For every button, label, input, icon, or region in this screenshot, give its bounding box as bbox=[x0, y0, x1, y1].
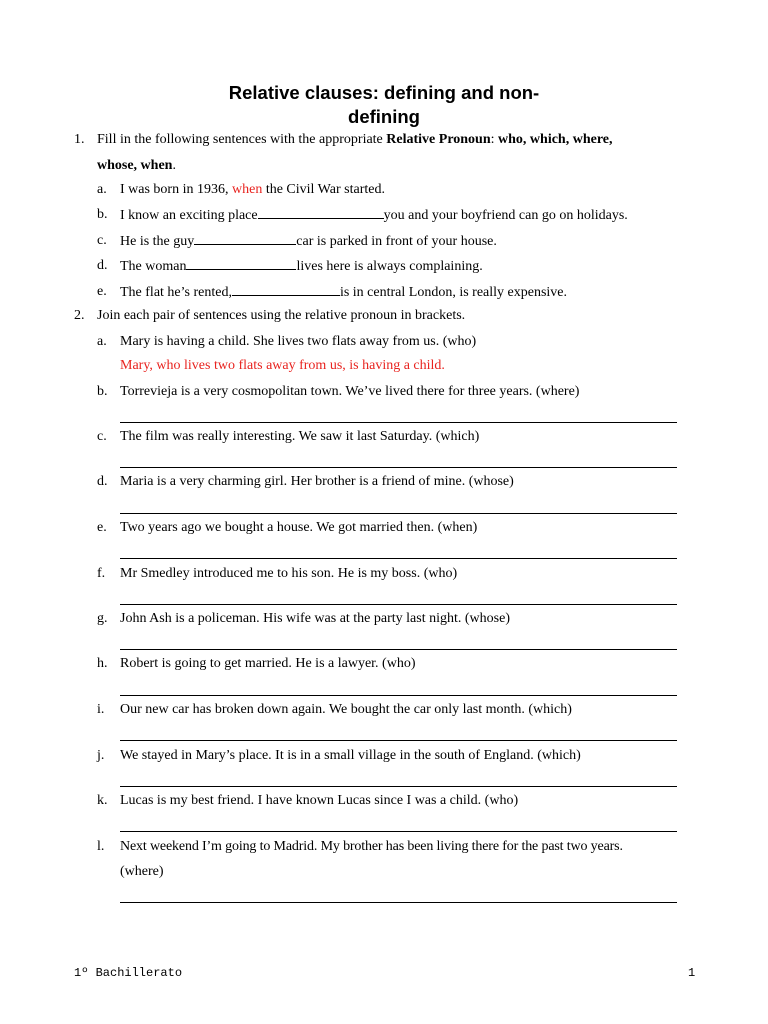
answer-line[interactable] bbox=[120, 902, 677, 903]
fill-in-blank[interactable] bbox=[194, 232, 296, 245]
item-text: Next weekend I’m going to Madrid. My brother has been living there for the past two years. bbox=[120, 839, 623, 854]
item-label: d. bbox=[97, 474, 108, 489]
answer-line[interactable] bbox=[120, 422, 677, 423]
item-label: j. bbox=[97, 748, 105, 763]
item-post: you and your boyfriend can go on holidays. bbox=[383, 208, 628, 223]
item-post: car is parked in front of your house. bbox=[296, 234, 497, 249]
item-post: lives here is always complaining. bbox=[296, 259, 483, 274]
exercise-1-instruction-text bbox=[97, 131, 613, 148]
item-label: b. bbox=[97, 384, 108, 399]
item-text: Mr Smedley introduced me to his son. He is my boss. (who) bbox=[120, 566, 458, 581]
instruction-bold: Relative Pronoun bbox=[386, 132, 491, 147]
pronoun-list-1: who, which, where, bbox=[498, 132, 613, 147]
item-pre: I know an exciting place bbox=[120, 208, 258, 223]
item-post: is in central London, is really expensive. bbox=[339, 285, 568, 300]
item-text: Two years ago we bought a house. We got married then. (when) bbox=[120, 520, 478, 535]
answer-line[interactable] bbox=[120, 649, 677, 650]
page-title-line1: Relative clauses: defining and non- bbox=[228, 82, 540, 103]
item-text bbox=[120, 181, 385, 198]
page-title-line2: defining bbox=[348, 106, 420, 127]
answer-text: Mary, who lives two flats away from us, is having a child. bbox=[120, 358, 445, 373]
item-label: b. bbox=[97, 207, 108, 222]
item-text: Robert is going to get married. He is a lawyer. (who) bbox=[120, 656, 416, 671]
item-label: e. bbox=[97, 284, 107, 299]
exercise-2-number: 2. bbox=[74, 308, 85, 323]
item-post: the Civil War started. bbox=[262, 182, 385, 197]
item-text: John Ash is a policeman. His wife was at the party last night. (whose) bbox=[120, 611, 510, 626]
item-label: g. bbox=[97, 611, 108, 626]
item-label: e. bbox=[97, 520, 107, 535]
item-text: The film was really interesting. We saw it last Saturday. (which) bbox=[120, 429, 480, 444]
item-pre: The flat he’s rented, bbox=[120, 285, 232, 300]
fill-in-blank[interactable] bbox=[232, 283, 340, 296]
item-text bbox=[120, 257, 483, 275]
item-text: We stayed in Mary’s place. It is in a small village in the south of England. (which) bbox=[120, 748, 581, 763]
fill-in-blank[interactable] bbox=[258, 206, 384, 219]
item-text bbox=[120, 283, 567, 301]
item-label: a. bbox=[97, 182, 107, 197]
answer-line[interactable] bbox=[120, 513, 677, 514]
instruction-period: . bbox=[172, 158, 176, 173]
fill-in-blank[interactable] bbox=[186, 257, 296, 270]
item-label: h. bbox=[97, 656, 108, 671]
footer-course: 1º Bachillerato bbox=[74, 966, 183, 980]
instruction-colon: : bbox=[490, 132, 499, 147]
item-label: f. bbox=[97, 566, 106, 581]
item-label: c. bbox=[97, 429, 107, 444]
item-text: Our new car has broken down again. We bought the car only last month. (which) bbox=[120, 702, 572, 717]
item-pre: I was born in 1936, bbox=[120, 182, 232, 197]
pronoun-list-2: whose, when bbox=[97, 158, 173, 173]
answer-line[interactable] bbox=[120, 558, 677, 559]
item-label: d. bbox=[97, 258, 108, 273]
answer-line[interactable] bbox=[120, 831, 677, 832]
answer-line[interactable] bbox=[120, 604, 677, 605]
item-label: a. bbox=[97, 334, 107, 349]
footer-page-number: 1 bbox=[688, 966, 696, 980]
answer-line[interactable] bbox=[120, 740, 677, 741]
instruction-pre: Fill in the following sentences with the appropriate bbox=[97, 132, 387, 147]
item-pre: The woman bbox=[120, 259, 187, 274]
exercise-1-instruction-text-2 bbox=[97, 157, 176, 174]
item-text: Lucas is my best friend. I have known Lucas since I was a child. (who) bbox=[120, 793, 519, 808]
item-text: Torrevieja is a very cosmopolitan town. We’ve lived there for three years. (where) bbox=[120, 384, 580, 399]
item-text bbox=[120, 206, 628, 224]
item-text-2: (where) bbox=[120, 864, 164, 879]
item-label: i. bbox=[97, 702, 105, 717]
exercise-2-instruction-text: Join each pair of sentences using the relative pronoun in brackets. bbox=[97, 308, 466, 323]
answer-line[interactable] bbox=[120, 695, 677, 696]
answer-text: when bbox=[232, 182, 263, 197]
answer-line[interactable] bbox=[120, 467, 677, 468]
item-text bbox=[120, 232, 497, 250]
item-label: k. bbox=[97, 793, 108, 808]
item-text: Maria is a very charming girl. Her brother is a friend of mine. (whose) bbox=[120, 474, 514, 489]
item-text: Mary is having a child. She lives two flats away from us. (who) bbox=[120, 334, 477, 349]
answer-line[interactable] bbox=[120, 786, 677, 787]
item-pre: He is the guy bbox=[120, 234, 195, 249]
exercise-1-number: 1. bbox=[74, 132, 85, 147]
item-label: l. bbox=[97, 839, 105, 854]
item-label: c. bbox=[97, 233, 107, 248]
